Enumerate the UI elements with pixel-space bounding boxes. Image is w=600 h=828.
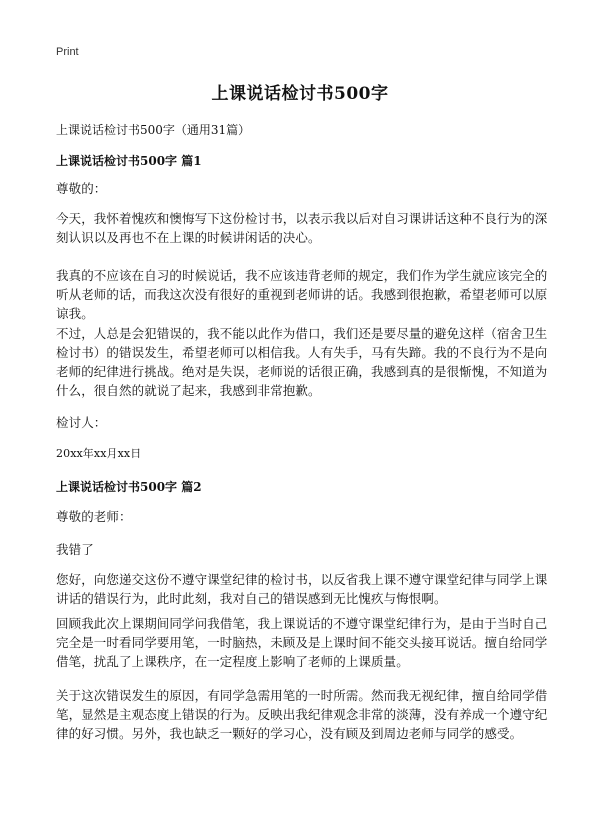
section-heading-1: 上课说话检讨书500字 篇1	[56, 154, 202, 168]
paragraph-2-2: 回顾我此次上课期间同学问我借笔，我上课说话的不遵守课堂纪律行为，是由于当时自己完全是一时看同学要用笔，一时脑热，未顾及是上课时间不能交头接耳说话。擅自给同学借笔，扰乱了上课秩序，在一定程度上影响了老师的上课质量。	[56, 616, 548, 669]
document-subtitle: 上课说话检讨书500字（通用31篇）	[56, 123, 251, 137]
date-line: 20xx年xx月xx日	[56, 447, 142, 460]
paragraph-2-3: 关于这次错误发生的原因，有同学急需用笔的一时所需。然而我无视纪律，擅自给同学借笔，显然是主观态度上错误的行为。反映出我纪律观念非常的淡薄，没有养成一个遵守纪律的好习惯。另外，我也缺乏一颗好的学习心，没有顾及到周边老师与同学的感受。	[56, 688, 548, 741]
signature-label: 检讨人：	[56, 415, 107, 430]
paragraph-1-2: 我真的不应该在自习的时候说话，我不应该违背老师的规定，我们作为学生就应该完全的听从老师的话，而我这次没有很好的重视到老师讲的话。我感到很抱歉，希望老师可以原谅我。	[56, 268, 548, 321]
paragraph-1-3: 不过，人总是会犯错误的，我不能以此作为借口，我们还是要尽量的避免这样（宿舍卫生检讨书）的错误发生，希望老师可以相信我。人有失手，马有失蹄。我的不良行为不是向老师的纪律进行挑战。绝对是失误，老师说的话很正确，我感到真的是很惭愧，不知道为什么，很自然的就说了起来，我感到非常抱歉。	[56, 326, 548, 398]
salutation-2: 尊敬的老师：	[56, 509, 132, 524]
paragraph-2-1: 您好，向您递交这份不遵守课堂纪律的检讨书，以反省我上课不遵守课堂纪律与同学上课讲话的错误行为，此时此刻，我对自己的错误感到无比愧疚与悔恨啊。	[56, 572, 548, 606]
salutation-1: 尊敬的：	[56, 181, 107, 196]
section-heading-2: 上课说话检讨书500字 篇2	[56, 480, 202, 494]
document-title: 上课说话检讨书500字	[211, 84, 389, 104]
opening-line: 我错了	[56, 542, 94, 557]
paragraph-1-1: 今天，我怀着愧疚和懊悔写下这份检讨书，以表示我以后对自习课讲话这种不良行为的深刻认识以及再也不在上课的时候讲闲话的决心。	[56, 211, 548, 245]
print-label[interactable]: Print	[56, 46, 79, 58]
